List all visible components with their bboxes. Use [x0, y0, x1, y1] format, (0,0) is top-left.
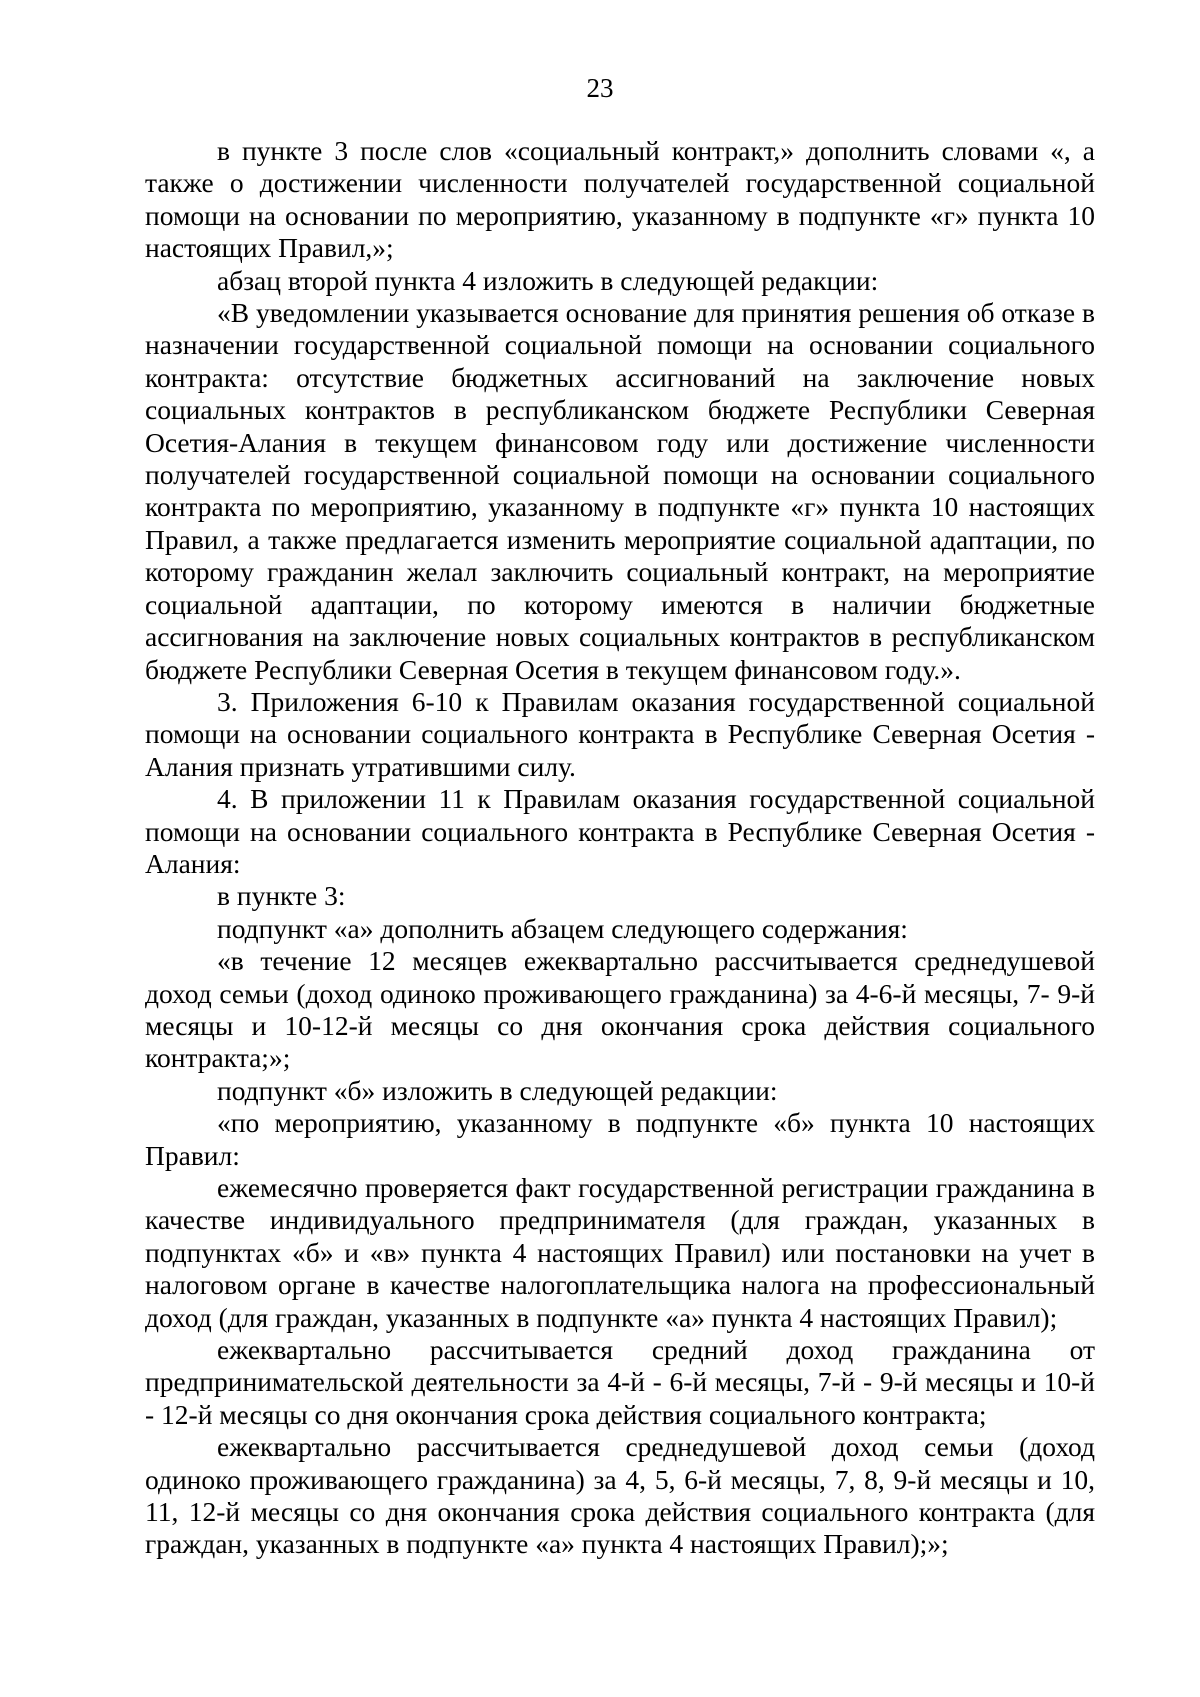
- paragraph: подпункт «а» дополнить абзацем следующего содержания:: [217, 912, 908, 944]
- paragraph: «в течение 12 месяцев ежеквартально рассчитывается среднедушевой доход семьи (доход одиноко проживающего гражданина) за 4-6-й месяцы, 7- 9-й месяцы и 10-12-й месяцы со дня окончания срока действия социального контракта;»;: [145, 945, 1095, 1074]
- paragraph: «по мероприятию, указанному в подпункте «б» пункта 10 настоящих Правил:: [145, 1107, 1095, 1171]
- paragraph: в пункте 3 после слов «социальный контракт,» дополнить словами «, а также о достижении численности получателей государственной социальной помощи на основании по мероприятию, указанному в подпункте «г» пункта 10 настоящих Правил,»;: [145, 135, 1095, 264]
- paragraph: 4. В приложении 11 к Правилам оказания государственной социальной помощи на основании социального контракта в Республике Северная Осетия - Алания:: [145, 783, 1095, 879]
- paragraph: 3. Приложения 6-10 к Правилам оказания государственной социальной помощи на основании социального контракта в Республике Северная Осетия - Алания признать утратившими силу.: [145, 685, 1095, 782]
- paragraph: подпункт «б» изложить в следующей редакции:: [217, 1074, 778, 1106]
- paragraph: «В уведомлении указывается основание для принятия решения об отказе в назначении государственной социальной помощи на основании социального контракта: отсутствие бюджетных ассигнований на заключение новых социальных контрактов в республиканском бюджете Республики Северная Осетия-Алания в текущем финансовом году или достижение численности получателей государственной социальной помощи на основании социального контракта по мероприятию, указанному в подпункте «г» пункта 10 настоящих Правил, а также предлагается изменить мероприятие социальной адаптации, по которому гражданин желал заключить социальный контракт, на мероприятие социальной адаптации, по которому имеются в наличии бюджетные ассигнования на заключение новых социальных контрактов в республиканском бюджете Республики Северная Осетия в текущем финансовом году.».: [145, 297, 1095, 685]
- paragraph: абзац второй пункта 4 изложить в следующей редакции:: [217, 264, 879, 296]
- document-body: [145, 135, 1095, 1561]
- paragraph: в пункте 3:: [217, 880, 346, 912]
- paragraph: ежеквартально рассчитывается среднедушевой доход семьи (доход одиноко проживающего гражданина) за 4, 5, 6-й месяцы, 7, 8, 9-й месяцы и 10, 11, 12-й месяцы со дня окончания срока действия социального контракта (для граждан, указанных в подпункте «а» пункта 4 настоящих Правил);»;: [145, 1431, 1095, 1560]
- page-number: 23: [586, 73, 614, 103]
- paragraph: ежеквартально рассчитывается средний доход гражданина от предпринимательской деятельности за 4-й - 6-й месяцы, 7-й - 9-й месяцы и 10-й - 12-й месяцы со дня окончания срока действия социального контракта;: [145, 1334, 1095, 1430]
- paragraph: ежемесячно проверяется факт государственной регистрации гражданина в качестве индивидуального предпринимателя (для граждан, указанных в подпунктах «б» и «в» пункта 4 настоящих Правил) или постановки на учет в налоговом органе в качестве налогоплательщика налога на профессиональный доход (для граждан, указанных в подпункте «а» пункта 4 настоящих Правил);: [145, 1172, 1095, 1333]
